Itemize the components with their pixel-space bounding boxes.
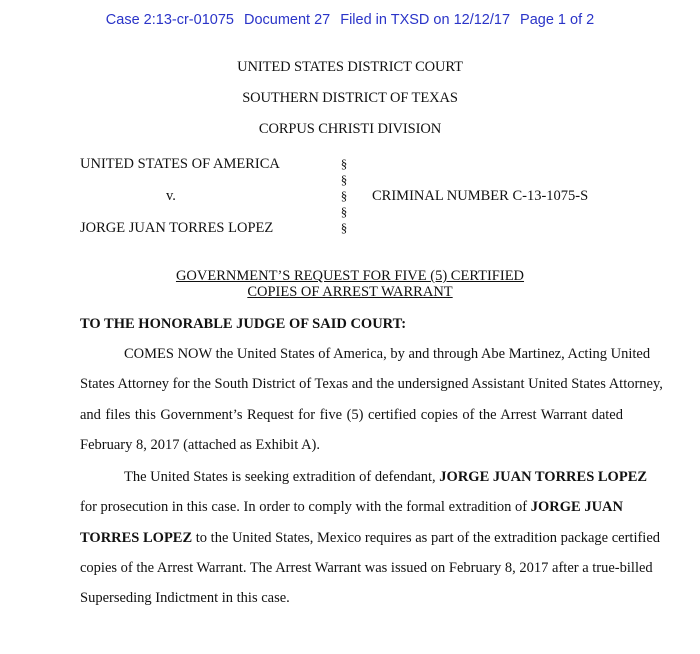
section-symbol: § [340,204,348,219]
paragraph-line: States Attorney for the South District of Texas and the undersigned Assistant United States Attorney, [80,376,663,393]
court-district: SOUTHERN DISTRICT OF TEXAS [242,90,458,106]
section-symbol-column [338,156,350,236]
versus-label: v. [166,188,176,204]
paragraph-line [80,529,661,560]
paragraph-line [80,559,653,590]
paragraph-text: for prosecution in this case. In order to comply with the formal extradition of [80,499,531,516]
defendant-name-bold: JORGE JUAN [530,499,623,516]
defendant-name-bold: TORRES LOPEZ [80,529,193,546]
court-division: CORPUS CHRISTI DIVISION [258,121,442,137]
paragraph-1 [80,346,663,467]
section-symbol: § [340,220,348,235]
filed-date: Filed in TXSD on 12/12/17 [340,12,511,28]
paragraph-line [80,499,623,529]
plaintiff-name: UNITED STATES OF AMERICA [80,156,280,172]
paragraph-text: Superseding Indictment in this case. [80,590,290,607]
section-symbol: § [340,156,348,171]
document-title [0,268,700,300]
section-symbol: § [340,172,348,187]
paragraph-line [80,590,623,620]
title-line-2: COPIES OF ARREST WARRANT [247,284,453,300]
court-name: UNITED STATES DISTRICT COURT [237,59,463,75]
document-number: Document 27 [243,12,331,28]
paragraph-text: The United States is seeking extradition of defendant, [124,469,440,485]
defendant-name: JORGE JUAN TORRES LOPEZ [80,220,274,236]
paragraph-2 [80,469,661,620]
paragraph-line [80,469,648,499]
paragraph-line: February 8, 2017 (attached as Exhibit A). [80,436,320,453]
section-symbol: § [340,188,348,203]
paragraph-text: to the United States, Mexico requires as part of the extradition package certified [192,529,661,546]
paragraph-line: COMES NOW the United States of America, by and through Abe Martinez, Acting United [124,346,651,362]
criminal-number: CRIMINAL NUMBER C-13-1075-S [372,188,589,204]
defendant-name-bold: JORGE JUAN TORRES LOPEZ [439,469,648,485]
case-number: Case 2:13-cr-01075 [105,12,234,28]
filing-header [0,12,700,28]
salutation: TO THE HONORABLE JUDGE OF SAID COURT: [80,316,407,332]
page-number: Page 1 of 2 [520,12,595,28]
title-line-1: GOVERNMENT’S REQUEST FOR FIVE (5) CERTIFIED [175,268,525,284]
paragraph-line: and files this Government’s Request for five (5) certified copies of the Arrest Warrant dated [80,406,623,423]
paragraph-text: copies of the Arrest Warrant. The Arrest Warrant was issued on February 8, 2017 after a true-billed [80,559,653,576]
